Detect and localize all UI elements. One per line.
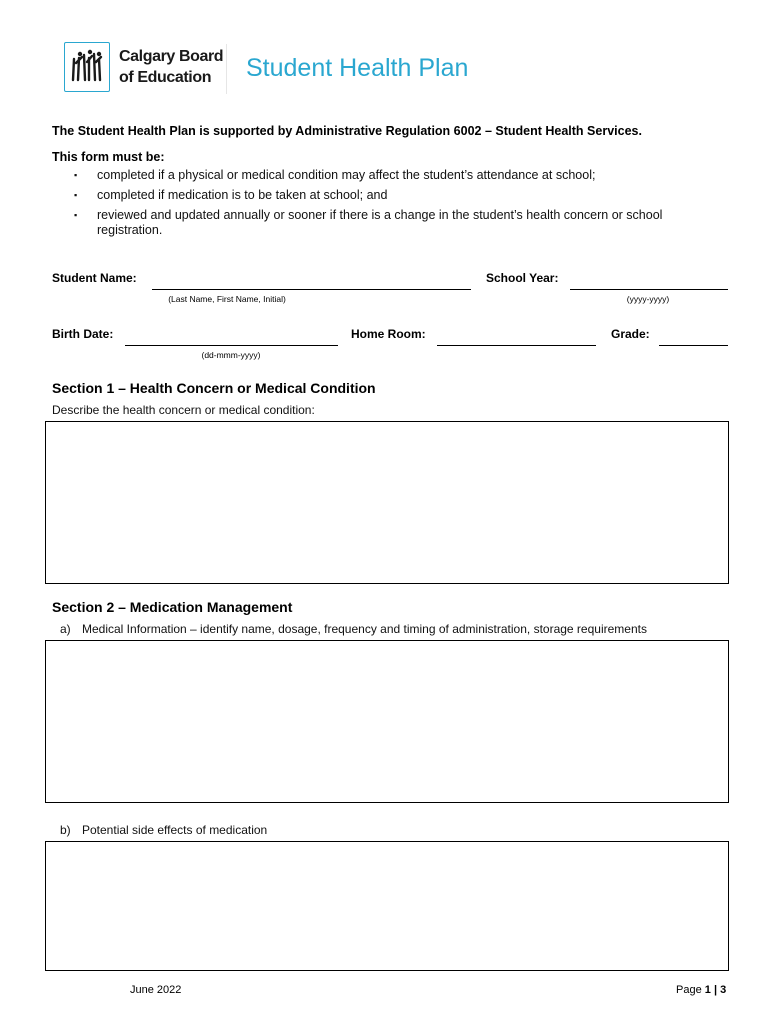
section2-title: Section 2 – Medication Management: [52, 599, 293, 615]
list-item: ▪ reviewed and updated annually or sooner if there is a change in the student’s health concern or school registration.: [74, 208, 697, 238]
home-room-field[interactable]: [437, 345, 596, 346]
list-item: ▪ completed if medication is to be taken at school; and: [74, 188, 714, 203]
student-name-field[interactable]: [152, 289, 471, 290]
student-name-hint: (Last Name, First Name, Initial): [168, 294, 286, 304]
school-year-field[interactable]: [570, 289, 728, 290]
section2a-prompt: Medical Information – identify name, dosage, frequency and timing of administration, storage requirements: [82, 622, 647, 636]
birth-date-field[interactable]: [125, 345, 338, 346]
org-name-line2: of Education: [119, 69, 212, 86]
page-current: 1: [704, 984, 711, 996]
home-room-label: Home Room:: [351, 327, 426, 341]
page-number: [676, 984, 726, 996]
section1-prompt: Describe the health concern or medical condition:: [52, 403, 315, 417]
school-year-label: School Year:: [486, 271, 559, 285]
organization-name: [119, 46, 229, 88]
requirements-heading: This form must be:: [52, 150, 165, 164]
grade-field[interactable]: [659, 345, 728, 346]
school-year-hint: (yyyy-yyyy): [626, 294, 670, 304]
birth-date-label: Birth Date:: [52, 327, 114, 341]
header-divider: [226, 44, 227, 94]
document-title: Student Health Plan: [246, 54, 469, 82]
side-effects-textarea[interactable]: [45, 841, 729, 971]
page-total: 3: [720, 984, 727, 996]
list-item: ▪ completed if a physical or medical condition may affect the student’s attendance at school;: [74, 168, 714, 183]
cbe-logo: [64, 42, 110, 92]
page-separator: |: [713, 984, 718, 996]
section1-title: Section 1 – Health Concern or Medical Condition: [52, 380, 376, 396]
grade-label: Grade:: [611, 327, 650, 341]
birth-date-hint: (dd-mmm-yyyy): [201, 350, 261, 360]
page-label: Page: [676, 984, 702, 996]
cbe-people-logo-icon: [65, 43, 109, 90]
org-name-line1: Calgary Board: [119, 48, 224, 65]
student-name-label: Student Name:: [52, 271, 137, 285]
section2b-prompt: Potential side effects of medication: [82, 823, 268, 837]
requirements-list: [74, 168, 714, 243]
medical-information-textarea[interactable]: [45, 640, 729, 803]
section2a-marker: a): [60, 622, 71, 636]
section2b-marker: b): [60, 823, 71, 837]
footer-date: June 2022: [130, 984, 182, 996]
health-concern-textarea[interactable]: [45, 421, 729, 584]
regulation-statement: The Student Health Plan is supported by Administrative Regulation 6002 – Student Health Services.: [52, 124, 642, 138]
